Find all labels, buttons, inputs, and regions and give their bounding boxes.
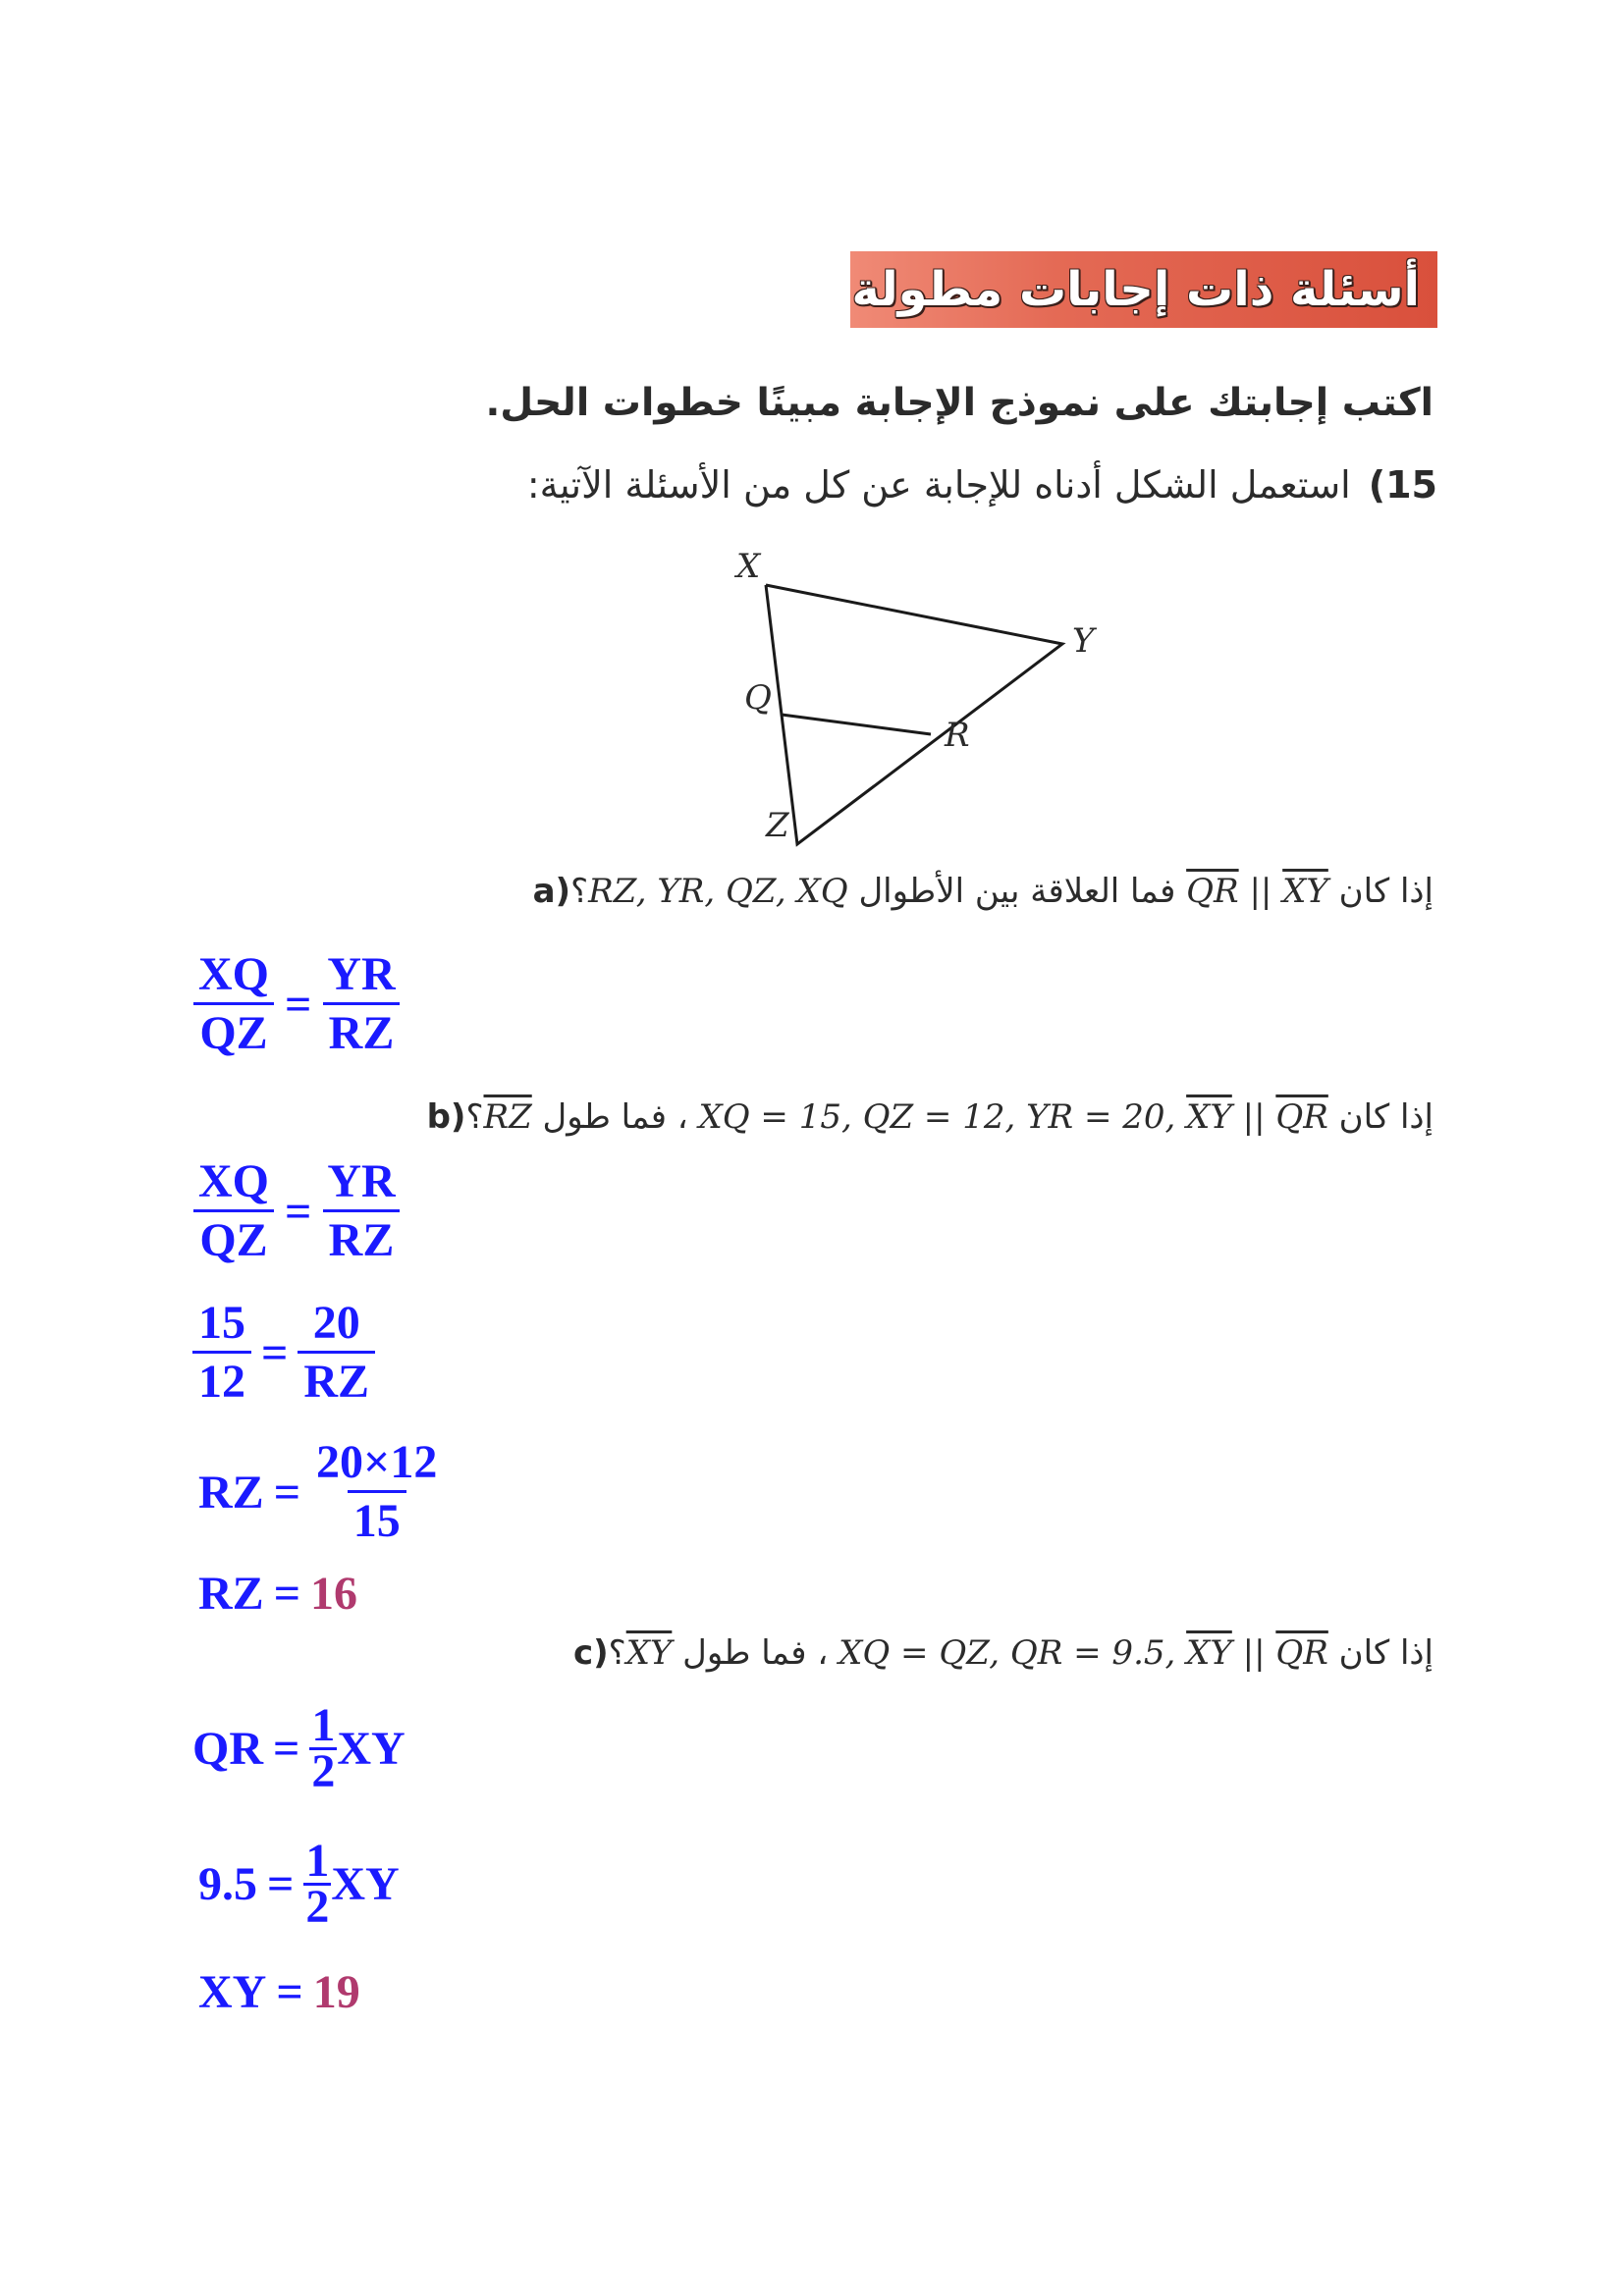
equals-sign: = (285, 979, 312, 1031)
lhs: QR (192, 1723, 263, 1775)
fraction (303, 1835, 331, 1933)
vertex-label-x: X (736, 550, 761, 586)
denominator: RZ (323, 1209, 401, 1269)
denominator: 15 (348, 1490, 406, 1550)
part-a-condition (1186, 872, 1328, 911)
equals-sign: = (273, 1568, 301, 1620)
denominator: RZ (298, 1351, 375, 1411)
question-number: 15) (1368, 463, 1437, 507)
part-c-given: XQ = QZ, QR = 9.5 (839, 1633, 1165, 1673)
equals-sign: = (273, 1723, 300, 1775)
equals-sign: = (276, 1966, 303, 2018)
part-c-label: c) (572, 1633, 609, 1673)
numerator: YR (327, 1155, 396, 1207)
equals-sign: = (267, 1858, 295, 1910)
fraction (192, 947, 275, 1062)
section-title: أسئلة ذات إجابات مطولة (851, 262, 1420, 317)
segment-xy-text: $\overline{XY}$ (1186, 1097, 1232, 1137)
lhs: 9.5 (198, 1858, 257, 1910)
answer-a-proportion (192, 947, 402, 1062)
equals-sign: = (261, 1327, 289, 1379)
part-b-label: b) (426, 1097, 466, 1137)
question-15 (527, 463, 1437, 507)
answer-c-line2 (198, 1835, 400, 1933)
segment-rz-text: $\overline{RZ}$ (483, 1097, 532, 1137)
denominator: RZ (323, 1002, 401, 1062)
section-banner (850, 251, 1437, 328)
numerator: 1 (305, 1835, 330, 1887)
equals-sign: = (285, 1186, 312, 1238)
lhs: XY (198, 1966, 267, 2018)
part-b-condition: XQ = 15, QZ = 12, YR = 20, $\overline{XY}$ || $\overline{QR}$ (698, 1097, 1328, 1137)
numerator: 15 (198, 1297, 245, 1349)
point-label-q: Q (744, 678, 772, 718)
numerator: XQ (198, 1155, 269, 1207)
fraction (192, 1154, 275, 1269)
question-part-c (560, 1633, 1434, 1673)
segment-xy-text: $\overline{XY}$ (625, 1633, 673, 1673)
denominator: QZ (193, 1002, 273, 1062)
parallel-symbol: || (1242, 1097, 1266, 1137)
rhs: XY (331, 1858, 400, 1910)
segment-qr-text: $\overline{QR}$ (1275, 1633, 1328, 1673)
question-mark: ؟ (465, 1097, 484, 1137)
part-c-middle: ، فما طول (682, 1633, 829, 1673)
rhs: XY (337, 1723, 406, 1775)
part-a-label: a) (532, 872, 571, 911)
fraction (321, 1154, 401, 1269)
parallel-symbol: || (1242, 1633, 1266, 1673)
segment-qr-text: $\overline{QR}$ (1275, 1097, 1328, 1137)
answer-b-line1 (192, 1154, 402, 1269)
denominator: QZ (193, 1209, 273, 1269)
lhs: RZ (198, 1467, 264, 1519)
question-mark: ؟ (570, 872, 589, 911)
instructions: اكتب إجابتك على نموذج الإجابة مبينًا خطوات الحل. (485, 381, 1434, 425)
numerator: 1 (311, 1699, 336, 1751)
point-label-r: R (945, 716, 970, 755)
segment-xy-text: $\overline{XY}$ (1282, 872, 1328, 911)
triangle-figure (707, 550, 1119, 864)
fraction (321, 947, 401, 1062)
fraction (309, 1699, 337, 1797)
denominator: 12 (192, 1351, 251, 1411)
question-part-a (519, 872, 1434, 911)
numerator: 20 (312, 1297, 360, 1349)
segment-qr-text: $\overline{QR}$ (1186, 872, 1239, 911)
segment-qr (782, 715, 931, 734)
answer-c-line1 (192, 1699, 406, 1797)
denominator: 2 (305, 1881, 330, 1933)
segment-xy-text: $\overline{XY}$ (1186, 1633, 1232, 1673)
part-a-middle: فما العلاقة بين الأطوال (858, 872, 1176, 911)
answer-b-line2 (192, 1296, 375, 1411)
triangle-xyz (766, 585, 1062, 844)
vertex-label-y: Y (1072, 621, 1095, 661)
lhs: RZ (198, 1568, 264, 1620)
numerator: YR (327, 948, 396, 1000)
fraction (310, 1435, 443, 1550)
answer-b-line3 (198, 1435, 443, 1550)
part-b-given: XQ = 15, QZ = 12, YR = 20 (698, 1097, 1165, 1137)
equals-sign: = (273, 1467, 301, 1519)
fraction (192, 1296, 251, 1411)
final-answer-value: 19 (312, 1966, 360, 2018)
part-a-lengths: RZ, YR, QZ, XQ (588, 872, 848, 911)
part-b-middle: ، فما طول (542, 1097, 688, 1137)
question-part-b (413, 1097, 1434, 1137)
final-answer-value: 16 (310, 1568, 358, 1620)
answer-b-line4 (198, 1567, 357, 1621)
part-a-prefix: إذا كان (1338, 872, 1434, 911)
parallel-symbol: || (1249, 872, 1272, 911)
fraction (298, 1296, 375, 1411)
numerator: 20×12 (316, 1436, 438, 1488)
part-c-prefix: إذا كان (1338, 1633, 1434, 1673)
numerator: XQ (198, 948, 269, 1000)
denominator: 2 (311, 1745, 336, 1797)
part-c-condition: XQ = QZ, QR = 9.5, $\overline{XY}$ || $\overline{QR}$ (839, 1633, 1328, 1673)
part-b-prefix: إذا كان (1338, 1097, 1434, 1137)
vertex-label-z: Z (766, 806, 789, 845)
answer-c-line3 (198, 1965, 360, 2019)
question-text: استعمل الشكل أدناه للإجابة عن كل من الأسئلة الآتية: (526, 463, 1351, 507)
question-mark: ؟ (608, 1633, 626, 1673)
